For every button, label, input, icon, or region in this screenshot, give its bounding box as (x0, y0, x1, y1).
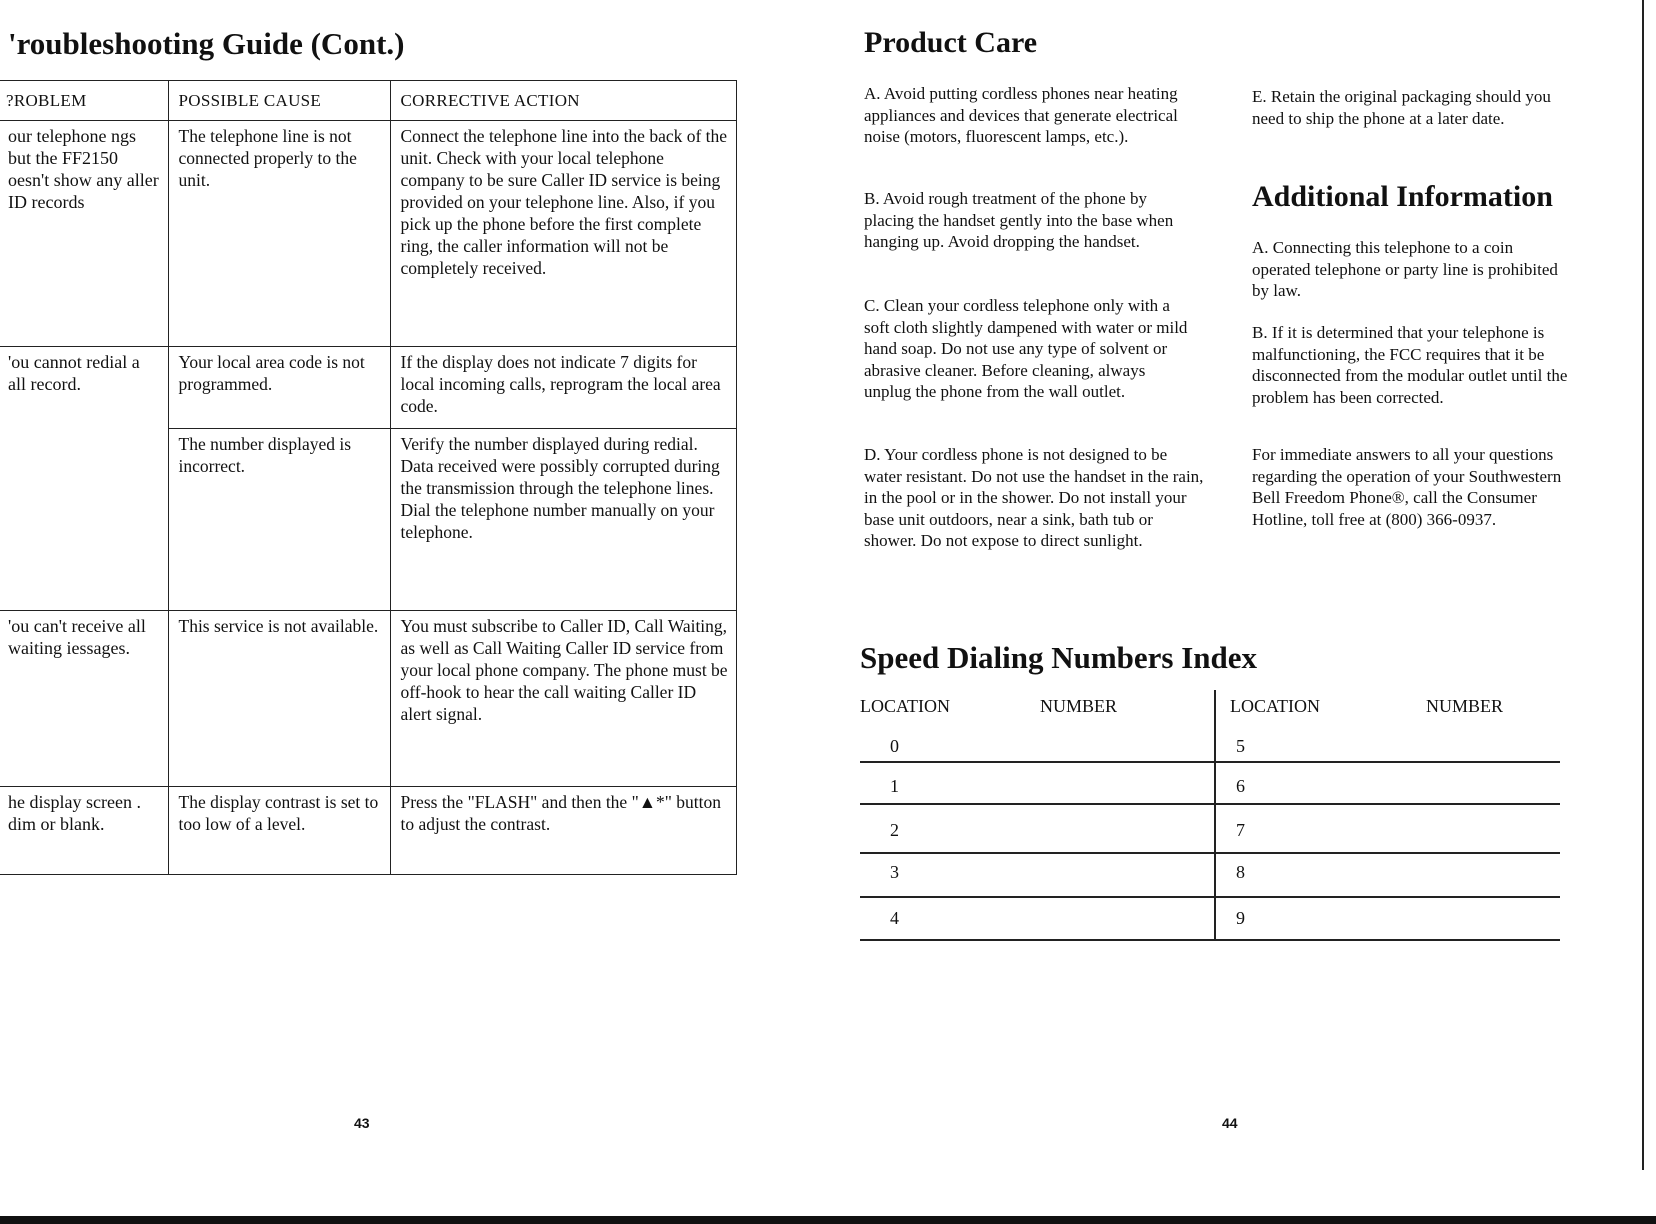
header-number-right: NUMBER (1426, 696, 1504, 716)
problem-cell: 'ou can't receive all waiting iessages. (0, 611, 168, 787)
cause-cell: Your local area code is not programmed. (168, 347, 390, 429)
troubleshooting-title: 'roubleshooting Guide (Cont.) (8, 26, 405, 61)
page-edge-line (1642, 0, 1644, 1170)
location-5: 5 (1236, 736, 1245, 756)
location-6: 6 (1236, 776, 1245, 796)
product-care-item-a: A. Avoid putting cordless phones near heating appliances and devices that generate electrical noise (motors, fluorescent lamps, etc.). (864, 84, 1178, 146)
action-cell: If the display does not indicate 7 digits for local incoming calls, reprogram the local area code. (390, 347, 736, 429)
action-cell: Connect the telephone line into the back of the unit. Check with your local telephone company to be sure Caller ID service is being provided on your telephone line. Also, if you pick up the phone before the first complete ring, the caller information will not be completely received. (390, 121, 736, 347)
problem-cell: our telephone ngs but the FF2150 oesn't show any aller ID records (0, 121, 168, 347)
scan-bottom-border (0, 1216, 1656, 1224)
location-0: 0 (890, 736, 899, 756)
table-header-row (0, 81, 736, 121)
speed-dial-table (860, 690, 1560, 940)
header-corrective-action: CORRECTIVE ACTION (390, 81, 736, 121)
action-cell: You must subscribe to Caller ID, Call Waiting, as well as Call Waiting Caller ID service from your local phone company. The phone must be off-hook to hear the call waiting Caller ID alert signal. (390, 611, 736, 787)
cause-cell: The telephone line is not connected properly to the unit. (168, 121, 390, 347)
additional-information-title: Additional Information (1252, 180, 1553, 213)
header-location-left: LOCATION (860, 696, 950, 716)
page-number-left: 43 (354, 1115, 370, 1131)
additional-info-item-a: A. Connecting this telephone to a coin operated telephone or party line is prohibited by law. (1252, 238, 1558, 300)
row-divider (860, 761, 1560, 763)
table-row (0, 121, 736, 347)
product-care-title: Product Care (864, 26, 1038, 59)
speed-dial-divider (1214, 690, 1216, 940)
product-care-item-b: B. Avoid rough treatment of the phone by placing the handset gently into the base when hanging up. Avoid dropping the handset. (864, 189, 1174, 251)
row-divider (860, 803, 1560, 805)
header-location-right: LOCATION (1230, 696, 1320, 716)
product-care-item-d: D. Your cordless phone is not designed to be water resistant. Do not use the handset in the rain, in the pool or in the shower. Do not install your base unit outdoors, near a sink, bath tub or shower. Do not expose to direct sunlight. (864, 445, 1204, 550)
page-43 (0, 0, 760, 1224)
cause-cell: This service is not available. (168, 611, 390, 787)
cause-cell: The display contrast is set to too low of a level. (168, 787, 390, 875)
table-row (0, 347, 736, 429)
cause-cell: The number displayed is incorrect. (168, 429, 390, 611)
problem-cell: he display screen . dim or blank. (0, 787, 168, 875)
product-care-item-c: C. Clean your cordless telephone only with a soft cloth slightly dampened with water or mild hand soap. Do not use any type of solvent or abrasive cleaner. Before cleaning, always unplug the phone from the wall outlet. (864, 296, 1188, 401)
row-divider (860, 852, 1560, 854)
speed-dial-title: Speed Dialing Numbers Index (860, 640, 1258, 675)
header-problem: ?ROBLEM (0, 81, 168, 121)
location-7: 7 (1236, 820, 1245, 840)
additional-info-item-b: B. If it is determined that your telephone is malfunctioning, the FCC requires that it be disconnected from the modular outlet until the problem has been corrected. (1252, 323, 1568, 407)
location-4: 4 (890, 908, 899, 928)
table-row (0, 787, 736, 875)
problem-cell: 'ou cannot redial a all record. (0, 347, 168, 611)
location-1: 1 (890, 776, 899, 796)
product-care-item-e: E. Retain the original packaging should you need to ship the phone at a later date. (1252, 87, 1551, 128)
page-44 (820, 0, 1656, 1224)
location-2: 2 (890, 820, 899, 840)
row-divider (860, 896, 1560, 898)
action-cell: Verify the number displayed during redial. Data received were possibly corrupted during the transmission through the telephone lines. Dial the telephone number manually on your telephone. (390, 429, 736, 611)
location-3: 3 (890, 862, 899, 882)
consumer-hotline-text: For immediate answers to all your questions regarding the operation of your Southwestern Bell Freedom Phone®, call the Consumer Hotline, toll free at (800) 366-0937. (1252, 445, 1562, 529)
row-divider (860, 939, 1560, 941)
location-8: 8 (1236, 862, 1245, 882)
action-cell: Press the "FLASH" and then the "▲*" button to adjust the contrast. (390, 787, 736, 875)
header-possible-cause: POSSIBLE CAUSE (168, 81, 390, 121)
page-number-right: 44 (1222, 1115, 1238, 1131)
troubleshooting-table (0, 80, 737, 875)
header-number-left: NUMBER (1040, 696, 1118, 716)
table-row (0, 611, 736, 787)
location-9: 9 (1236, 908, 1245, 928)
